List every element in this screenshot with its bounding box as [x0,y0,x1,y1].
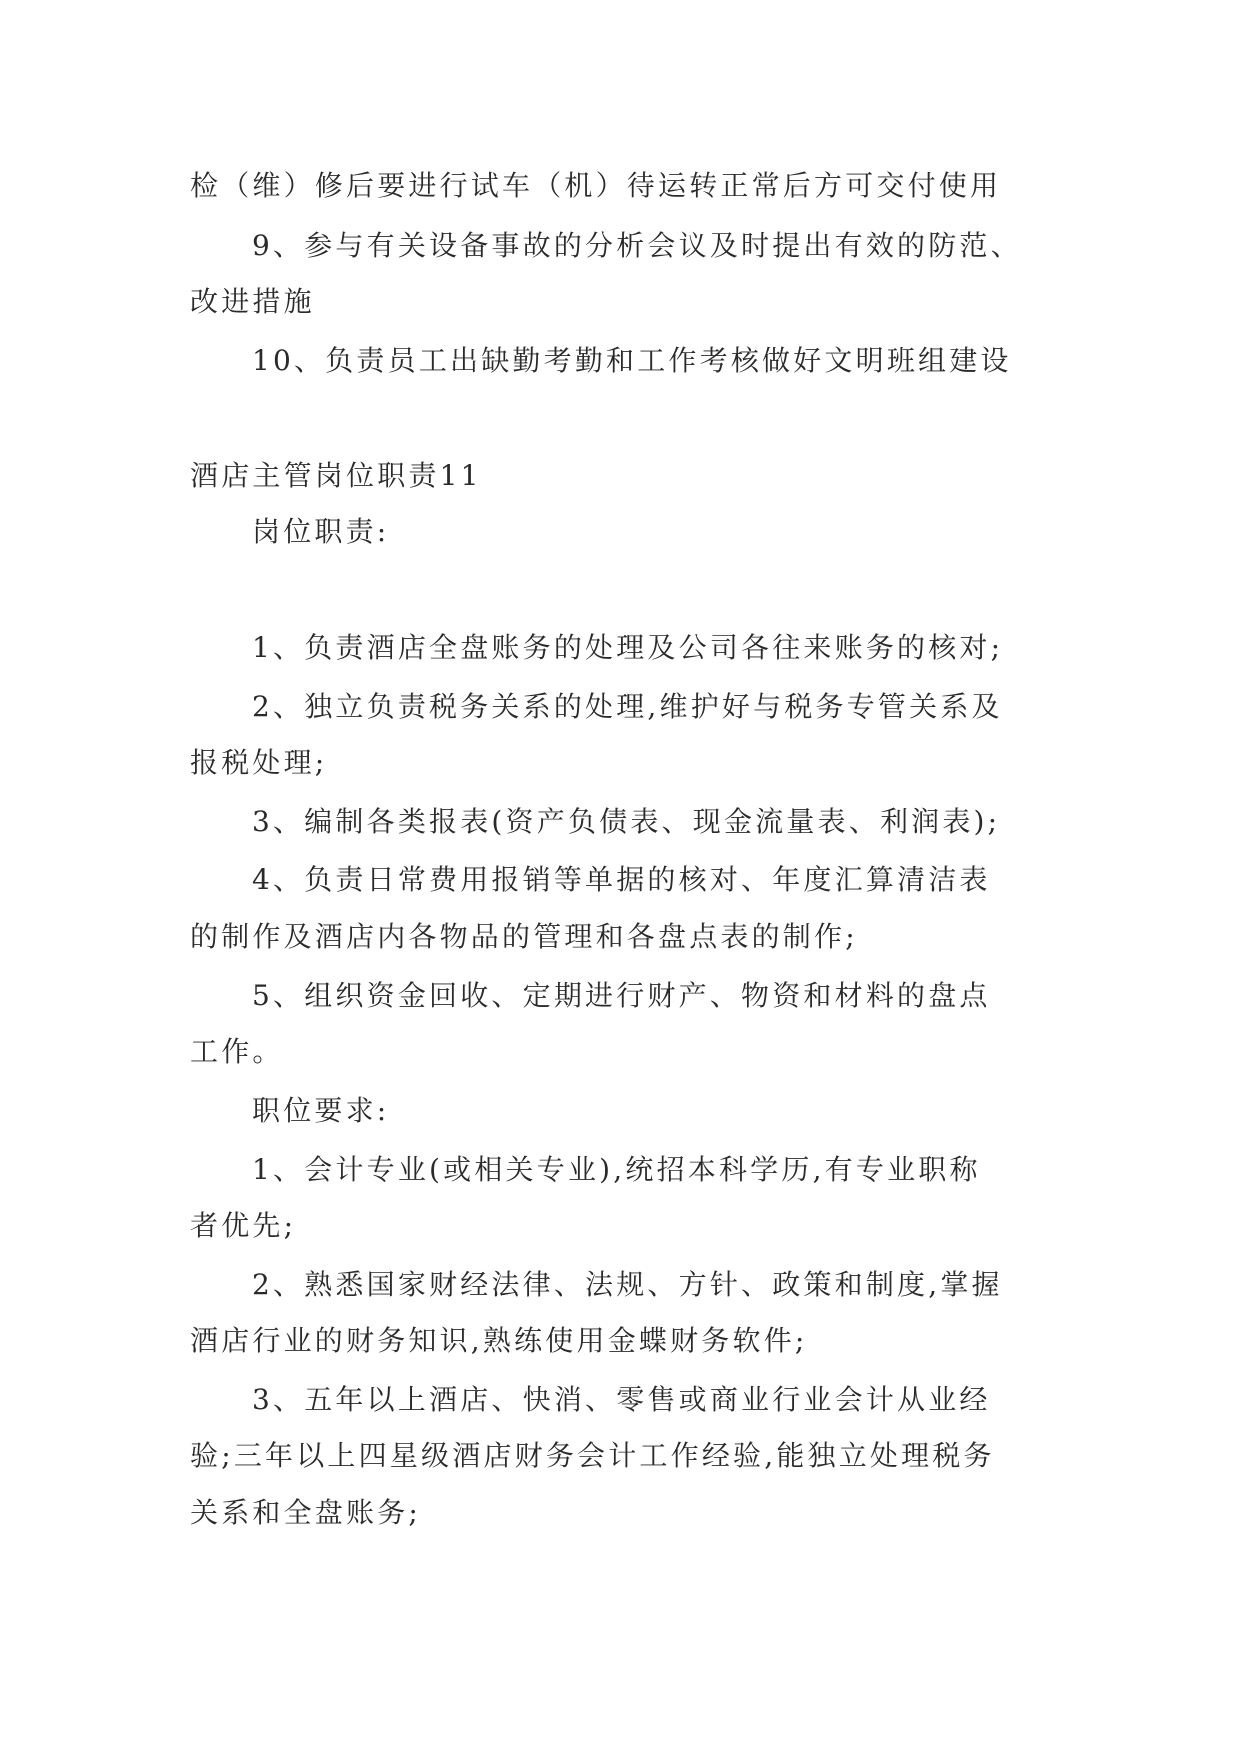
list-item: 1、负责酒店全盘账务的处理及公司各往来账务的核对; [252,631,1004,664]
list-item: 3、编制各类报表(资产负债表、现金流量表、利润表); [252,805,1001,838]
paragraph-line: 9、参与有关设备事故的分析会议及时提出有效的防范、 [252,229,1022,262]
list-item: 1、会计专业(或相关专业),统招本科学历,有专业职称 [252,1153,981,1186]
paragraph-line: 报税处理; [190,746,328,779]
paragraph-line: 关系和全盘账务; [190,1496,422,1529]
paragraph-line: 工作。 [190,1035,284,1068]
section-heading: 职位要求: [252,1094,390,1127]
list-item: 2、熟悉国家财经法律、法规、方针、政策和制度,掌握 [252,1268,1003,1301]
paragraph-line: 改进措施 [190,285,315,318]
list-item: 2、独立负责税务关系的处理,维护好与税务专管关系及 [252,690,1003,723]
paragraph-line: 者优先; [190,1209,297,1242]
paragraph-line: 检（维）修后要进行试车（机）待运转正常后方可交付使用 [190,169,1002,202]
list-item: 4、负责日常费用报销等单据的核对、年度汇算清洁表 [252,863,991,896]
paragraph-line: 酒店行业的财务知识,熟练使用金蝶财务软件; [190,1324,808,1357]
section-title: 酒店主管岗位职责11 [190,459,482,492]
section-heading: 岗位职责: [252,515,390,548]
paragraph-line: 验;三年以上四星级酒店财务会计工作经验,能独立处理税务 [190,1439,995,1472]
list-item: 3、五年以上酒店、快消、零售或商业行业会计从业经 [252,1383,991,1416]
list-item: 5、组织资金回收、定期进行财产、物资和材料的盘点 [252,979,991,1012]
paragraph-line: 的制作及酒店内各物品的管理和各盘点表的制作; [190,920,858,953]
paragraph-line: 10、负责员工出缺勤考勤和工作考核做好文明班组建设 [252,344,1012,377]
